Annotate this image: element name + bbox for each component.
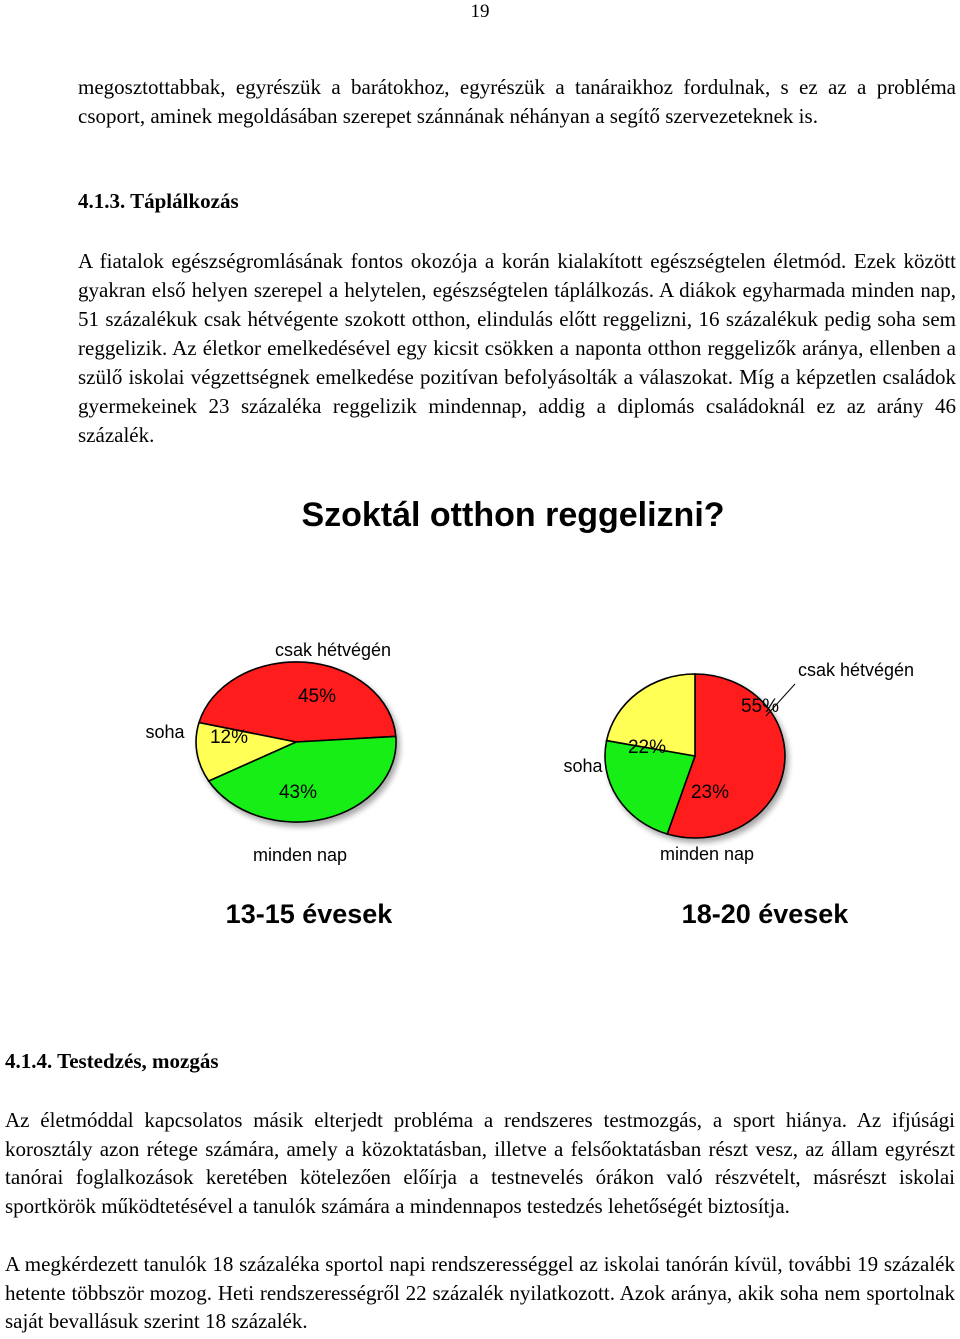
pie-2-data-label-2: 23%	[690, 782, 730, 803]
page-number: 19	[470, 1, 490, 22]
chart-title: Szoktál otthon reggelizni?	[301, 496, 725, 534]
pie-1-category-label-2: minden nap	[252, 845, 348, 865]
breakfast-pie-chart	[0, 480, 960, 950]
pie-1-data-label-1: 45%	[297, 686, 337, 707]
pie-1-category-label-3: soha	[145, 722, 185, 742]
pie-1-category-label-1: csak hétvégén	[274, 640, 392, 660]
pie-1-data-label-3: 12%	[209, 727, 249, 748]
intro-paragraph: megosztottabbak, egyrészük a barátokhoz, egyrészük a tanáraikhoz fordulnak, s ez az a probléma csoport, aminek megoldásában szerepet szánnának néhányan a segítő szervezeteknek is.	[78, 75, 956, 128]
pie-2-data-label-1: 55%	[740, 696, 780, 717]
pie-2-data-label-3: 22%	[627, 737, 667, 758]
nutrition-paragraph: A fiatalok egészségromlásának fontos okozója a korán kialakított egészségtelen életmód. Ezek között gyakran első helyen szerepel a helytelen, egészségtelen táplálkozás. A diákok egyharmada minden nap, 51 százalékuk csak hétvégente szokott otthon, elindulás előtt reggelizni, 16 százalékuk pedig soha sem reggelizik. Az életkor emelkedésével egy kicsit csökken a naponta otthon reggelizők aránya, ellenben a szülő iskolai végzettségnek emelkedése pozitívan befolyásolták a válaszokat. Míg a képzetlen családok gyermekeinek 23 százaléka reggelizik mindennap, addig a diplomás családoknál ez az arány 46 százalék.	[78, 249, 956, 447]
pie-1-data-label-2: 43%	[278, 782, 318, 803]
section-heading-sport: 4.1.4. Testedzés, mozgás	[5, 1049, 219, 1073]
section-heading-nutrition: 4.1.3. Táplálkozás	[78, 189, 239, 213]
pie-2-category-label-1: csak hétvégén	[797, 660, 915, 680]
pie-2-subtitle: 18-20 évesek	[681, 899, 849, 929]
pie-1-subtitle: 13-15 évesek	[225, 899, 393, 929]
pie-2-category-label-3: soha	[563, 756, 603, 776]
pie-2-category-label-2: minden nap	[659, 844, 755, 864]
sport-paragraph-2: A megkérdezett tanulók 18 százaléka sportol napi rendszerességgel az iskolai tanórán kívül, további 19 százalék hetente többször mozog. Heti rendszerességről 22 százalék nyilatkozott. Azok aránya, akik soha nem sportolnak saját bevallásuk szerint 18 százalék.	[5, 1252, 955, 1334]
sport-paragraph-1: Az életmóddal kapcsolatos másik elterjedt probléma a rendszeres testmozgás, a sport hiánya. Az ifjúsági korosztály azon rétege számára, amely a közoktatásban, illetve a felsőoktatásban részt vesz, az állam egyrészt tanórai foglalkozások keretében kötelezően előírja a testnevelés órákon való részvételt, másrészt iskolai sportkörök működtetésével a tanulók számára a mindennapos testedzés lehetőségét biztosítja.	[5, 1108, 955, 1219]
